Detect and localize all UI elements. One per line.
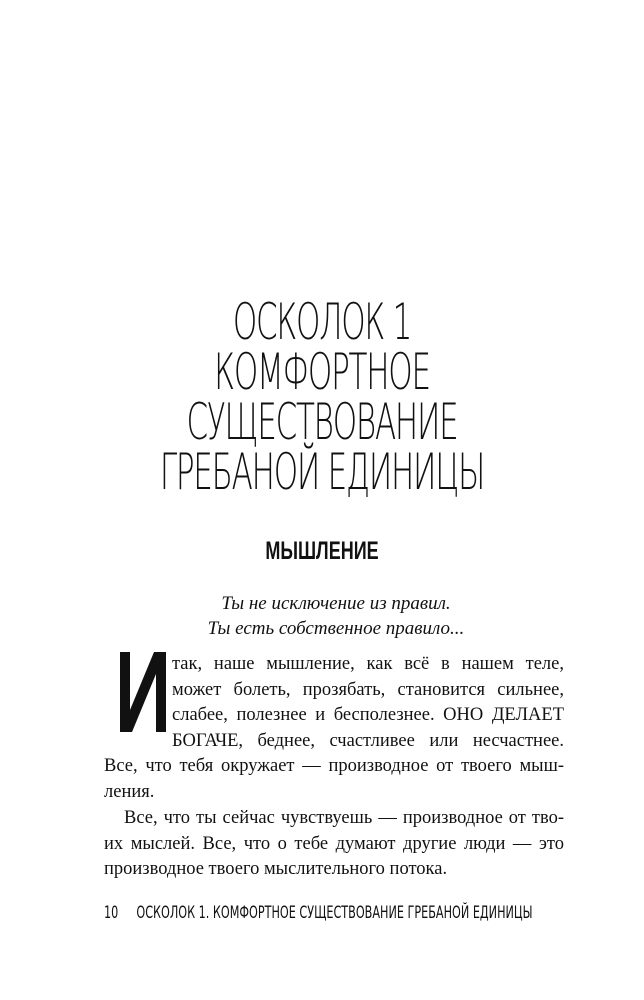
chapter-title-line-2: КОМФОРТНОЕ <box>214 343 430 401</box>
body-line: БОГАЧЕ, беднее, счастливее или несчастнее. <box>172 730 564 751</box>
section-heading: МЫШЛЕНИЕ <box>265 537 379 565</box>
body-line: Все, что тебя окружает — производное от твоего мыш- <box>104 756 564 777</box>
epigraph <box>0 591 644 641</box>
body-line: ления. <box>104 781 155 802</box>
epigraph-line-1: Ты не исключение из правил. <box>221 593 451 614</box>
page-number: 10 <box>104 903 119 923</box>
body-line: их мыслей. Все, что о тебе думают другие люди — это <box>104 833 564 854</box>
body-line: может болеть, прозябать, становится сильнее, <box>172 679 564 700</box>
running-title: ОСКОЛОК 1. КОМФОРТНОЕ СУЩЕСТВОВАНИЕ ГРЕБАНОЙ ЕДИНИЦЫ <box>136 903 533 923</box>
body-line: Все, что ты сейчас чувствуешь — производное от тво- <box>124 808 564 828</box>
body-line: производное твоего мыслительного потока. <box>104 859 448 880</box>
epigraph-line-2: Ты есть собственное правило... <box>207 618 465 639</box>
running-footer <box>104 903 533 923</box>
chapter-title-line-1: ОСКОЛОК 1 <box>232 293 412 351</box>
chapter-title-line-3: СУЩЕСТВОВАНИЕ <box>186 393 458 451</box>
chapter-title-line-4: ГРЕБАНОЙ ЕДИНИЦЫ <box>159 443 485 501</box>
chapter-title <box>0 293 644 501</box>
body-paragraph-1 <box>104 652 564 806</box>
body-paragraph-2 <box>104 806 564 883</box>
body-line: слабее, полезнее и бесполезнее. ОНО ДЕЛАЕТ <box>172 705 564 726</box>
body-line: так, наше мышление, как всё в нашем теле, <box>172 654 564 674</box>
